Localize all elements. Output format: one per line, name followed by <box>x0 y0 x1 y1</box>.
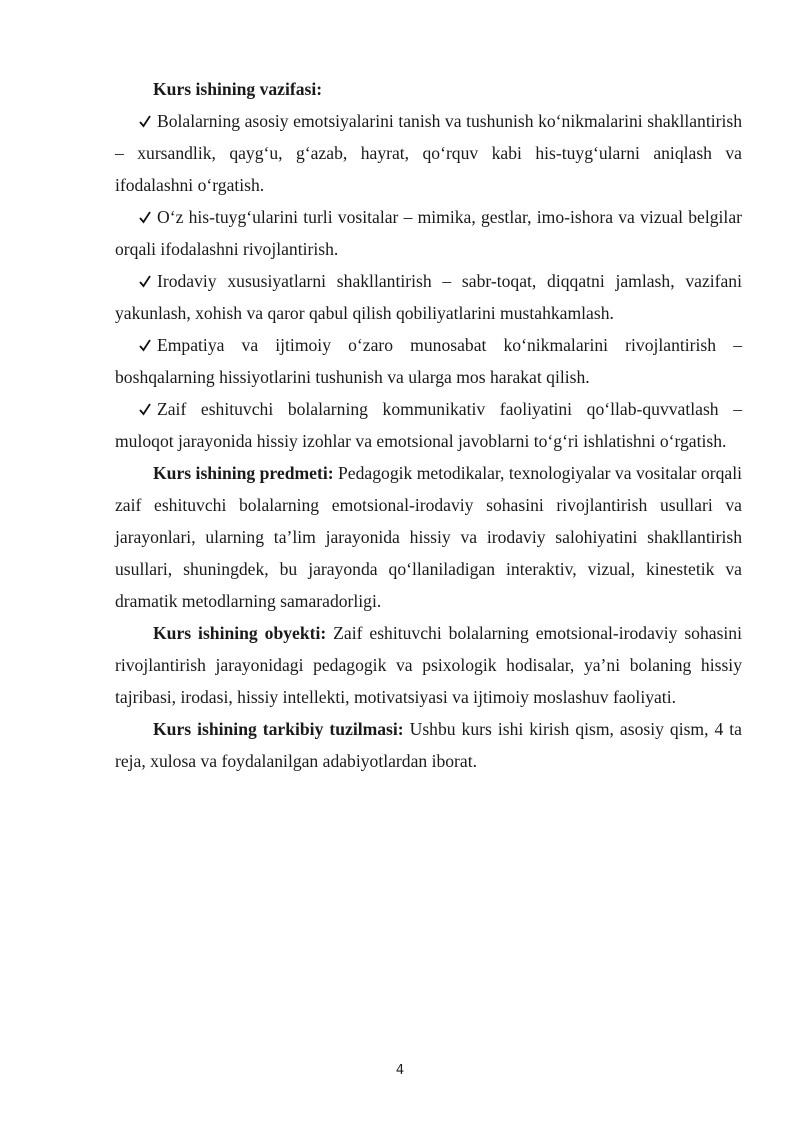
predmeti-label: Kurs ishining predmeti: <box>153 463 334 483</box>
list-item: O‘z his-tuyg‘ularini turli vositalar – mimika, gestlar, imo-ishora va vizual belgilar orqali ifodalashni rivojlantirish. <box>115 201 742 265</box>
checkmark-icon <box>139 393 149 425</box>
list-item: Bolalarning asosiy emotsiyalarini tanish va tushunish ko‘nikmalarini shakllantirish – xursandlik, qayg‘u, g‘azab, hayrat, qo‘rquv kabi his-tuyg‘ularni aniqlash va ifodalashni o‘rgatish. <box>115 105 742 201</box>
checkmark-icon <box>139 201 149 233</box>
paragraph-tuzilmasi: Kurs ishining tarkibiy tuzilmasi: Ushbu kurs ishi kirish qism, asosiy qism, 4 ta reja, xulosa va foydalanilgan adabiyotlardan iborat. <box>115 719 742 771</box>
list-item: Irodaviy xususiyatlarni shakllantirish – sabr-toqat, diqqatni jamlash, vazifani yakunlash, xohish va qaror qabul qilish qobiliyatlarini mustahkamlash. <box>115 265 742 329</box>
list-item: Zaif eshituvchi bolalarning kommunikativ faoliyatini qo‘llab-quvvatlash – muloqot jarayonida hissiy izohlar va emotsional javoblarni to‘g‘ri ishlatishni o‘rgatish. <box>115 393 742 457</box>
checkmark-icon <box>139 329 149 361</box>
section-heading-vazifasi: Kurs ishining vazifasi: <box>153 79 323 99</box>
page-number: 4 <box>395 1063 405 1078</box>
paragraph-obyekti: Kurs ishining obyekti: Zaif eshituvchi bolalarning emotsional-irodaviy sohasini rivojlantirish jarayonidagi pedagogik va psixologik hodisalar, ya’ni bolaning hissiy tajribasi, irodasi, hissiy intellekti, motivatsiyasi va ijtimoiy moslashuv faoliyati. <box>115 623 742 707</box>
document-page <box>115 73 742 777</box>
list-item: Empatiya va ijtimoiy o‘zaro munosabat ko‘nikmalarini rivojlantirish – boshqalarning hissiyotlarini tushunish va ularga mos harakat qilish. <box>115 329 742 393</box>
tuzilmasi-label: Kurs ishining tarkibiy tuzilmasi: <box>153 719 404 739</box>
paragraph-predmeti: Kurs ishining predmeti: Pedagogik metodikalar, texnologiyalar va vositalar orqali zaif eshituvchi bolalarning emotsional-irodaviy sohasini rivojlantirish usullari va jarayonlari, ularning ta’lim jarayonida hissiy va irodaviy salohiyatini shakllantirish usullari, shuningdek, bu jarayonda qo‘llaniladigan interaktiv, vizual, kinestetik va dramatik metodlarning samaradorligi. <box>115 463 742 611</box>
checkmark-icon <box>139 105 149 137</box>
checkmark-icon <box>139 265 149 297</box>
obyekti-label: Kurs ishining obyekti: <box>153 623 327 643</box>
